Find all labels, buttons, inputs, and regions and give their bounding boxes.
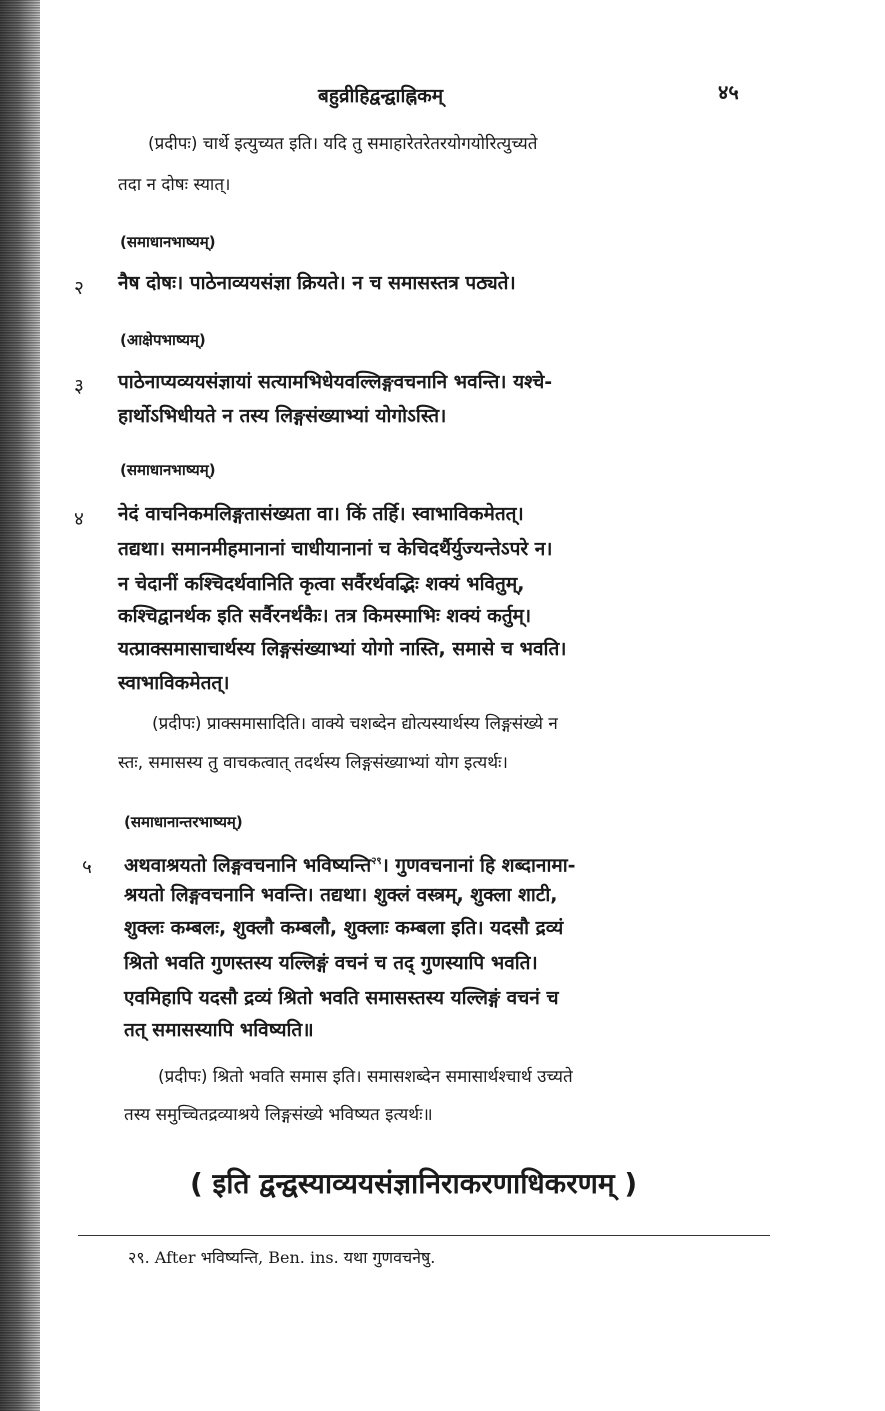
pradipa-2-line-1: (प्रदीपः) प्राक्समासादिति। वाक्ये चशब्देन द्योत्यस्यार्थस्य लिङ्गसंख्ये न xyxy=(152,714,558,734)
footnote-rule xyxy=(78,1235,770,1236)
section-label-akshepa: (आक्षेपभाष्यम्) xyxy=(120,331,206,349)
section-label-samadhanantara: (समाधानान्तरभाष्यम्) xyxy=(124,813,243,831)
para-4-line-6: स्वाभाविकमेतत्। xyxy=(118,672,230,694)
pradipa-3-line-1: (प्रदीपः) श्रितो भवति समास इति। समासशब्देन समासार्थश्चार्थ उच्यते xyxy=(158,1067,573,1087)
para-4-line-5: यत्प्राक्समासाचार्थस्य लिङ्गसंख्याभ्यां योगो नास्ति, समासे च भवति। xyxy=(118,638,567,660)
scan-shadow-edge xyxy=(0,0,40,1411)
pradipa-1-line-2: तदा न दोषः स्यात्। xyxy=(118,175,231,195)
para-5-line-2: श्रयतो लिङ्गवचनानि भवन्ति। तद्यथा। शुक्लं वस्त्रम्, शुक्ला शाटी, xyxy=(124,884,558,906)
para-4-line-4: कश्चिद्वानर्थक इति सर्वैरनर्थकैः। तत्र किमस्माभिः शक्यं कर्तुम्। xyxy=(118,605,532,627)
para-4-line-3: न चेदानीं कश्चिदर्थवानिति कृत्वा सर्वैरर्थवद्भिः शक्यं भवितुम्, xyxy=(118,573,525,595)
section-label-samadhana-1: (समाधानभाष्यम्) xyxy=(120,233,216,251)
pradipa-2-line-2: स्तः, समासस्य तु वाचकत्वात् तदर्थस्य लिङ्गसंख्याभ्यां योग इत्यर्थः। xyxy=(118,753,508,773)
footnote-29: २९. After भविष्यन्ति, Ben. ins. यथा गुणवचनेषु. xyxy=(128,1248,436,1267)
pradipa-1-line-1: (प्रदीपः) चार्थे इत्युच्यत इति। यदि तु समाहारेतरेतरयोगयोरित्युच्यते xyxy=(148,134,538,154)
para-5-line-5: एवमिहापि यदसौ द्रव्यं श्रितो भवति समासस्तस्य यल्लिङ्गं वचनं च xyxy=(124,987,559,1009)
para-5-line-3: शुक्लः कम्बलः, शुक्लौ कम्बलौ, शुक्लाः कम्बला इति। यदसौ द्रव्यं xyxy=(124,917,564,939)
para-5-line-1-start: अथवाश्रयतो लिङ्गवचनानि भविष्यन्ति xyxy=(124,854,372,877)
para-5-line-6: तत् समासस्यापि भविष्यति॥ xyxy=(124,1019,314,1041)
para-4-line-1: नेदं वाचनिकमलिङ्गतासंख्यता वा। किं तर्हि। स्वाभाविकमेतत्। xyxy=(118,503,524,525)
para-3-line-1: पाठेनाप्यव्ययसंज्ञायां सत्यामभिधेयवल्लिङ्गवचनानि भवन्ति। यश्चे- xyxy=(118,371,553,393)
footnote-mark: २९ xyxy=(371,856,382,867)
adhikarana-closing-title: ( इति द्वन्द्वस्याव्ययसंज्ञानिराकरणाधिकरणम् ) xyxy=(190,1167,638,1200)
para-5-line-1 xyxy=(124,849,576,878)
paragraph-number-2: २ xyxy=(74,277,84,299)
para-3-line-2: हार्थोऽभिधीयते न तस्य लिङ्गसंख्याभ्यां योगोऽस्ति। xyxy=(118,405,447,427)
page-number: ४५ xyxy=(718,80,739,104)
paragraph-number-5: ५ xyxy=(82,856,92,878)
para-5-line-1-end: । गुणवचनानां हि शब्दानामा- xyxy=(381,854,576,877)
section-label-samadhana-2: (समाधानभाष्यम्) xyxy=(120,461,216,479)
paragraph-number-3: ३ xyxy=(74,375,84,397)
para-4-line-2: तद्यथा। समानमीहमानानां चाधीयानानां च केचिदर्थैर्युज्यन्तेऽपरे न। xyxy=(118,538,553,560)
para-5-line-4: श्रितो भवति गुणस्तस्य यल्लिङ्गं वचनं च तद् गुणस्यापि भवति। xyxy=(124,952,538,974)
running-header-title: बहुव्रीहिद्वन्द्वाह्निकम् xyxy=(318,85,444,107)
pradipa-3-line-2: तस्य समुच्चितद्रव्याश्रये लिङ्गसंख्ये भविष्यत इत्यर्थः॥ xyxy=(124,1105,433,1125)
paragraph-number-4: ४ xyxy=(74,508,84,530)
para-2-line-1: नैष दोषः। पाठेनाव्ययसंज्ञा क्रियते। न च समासस्तत्र पठ्यते। xyxy=(118,272,516,294)
